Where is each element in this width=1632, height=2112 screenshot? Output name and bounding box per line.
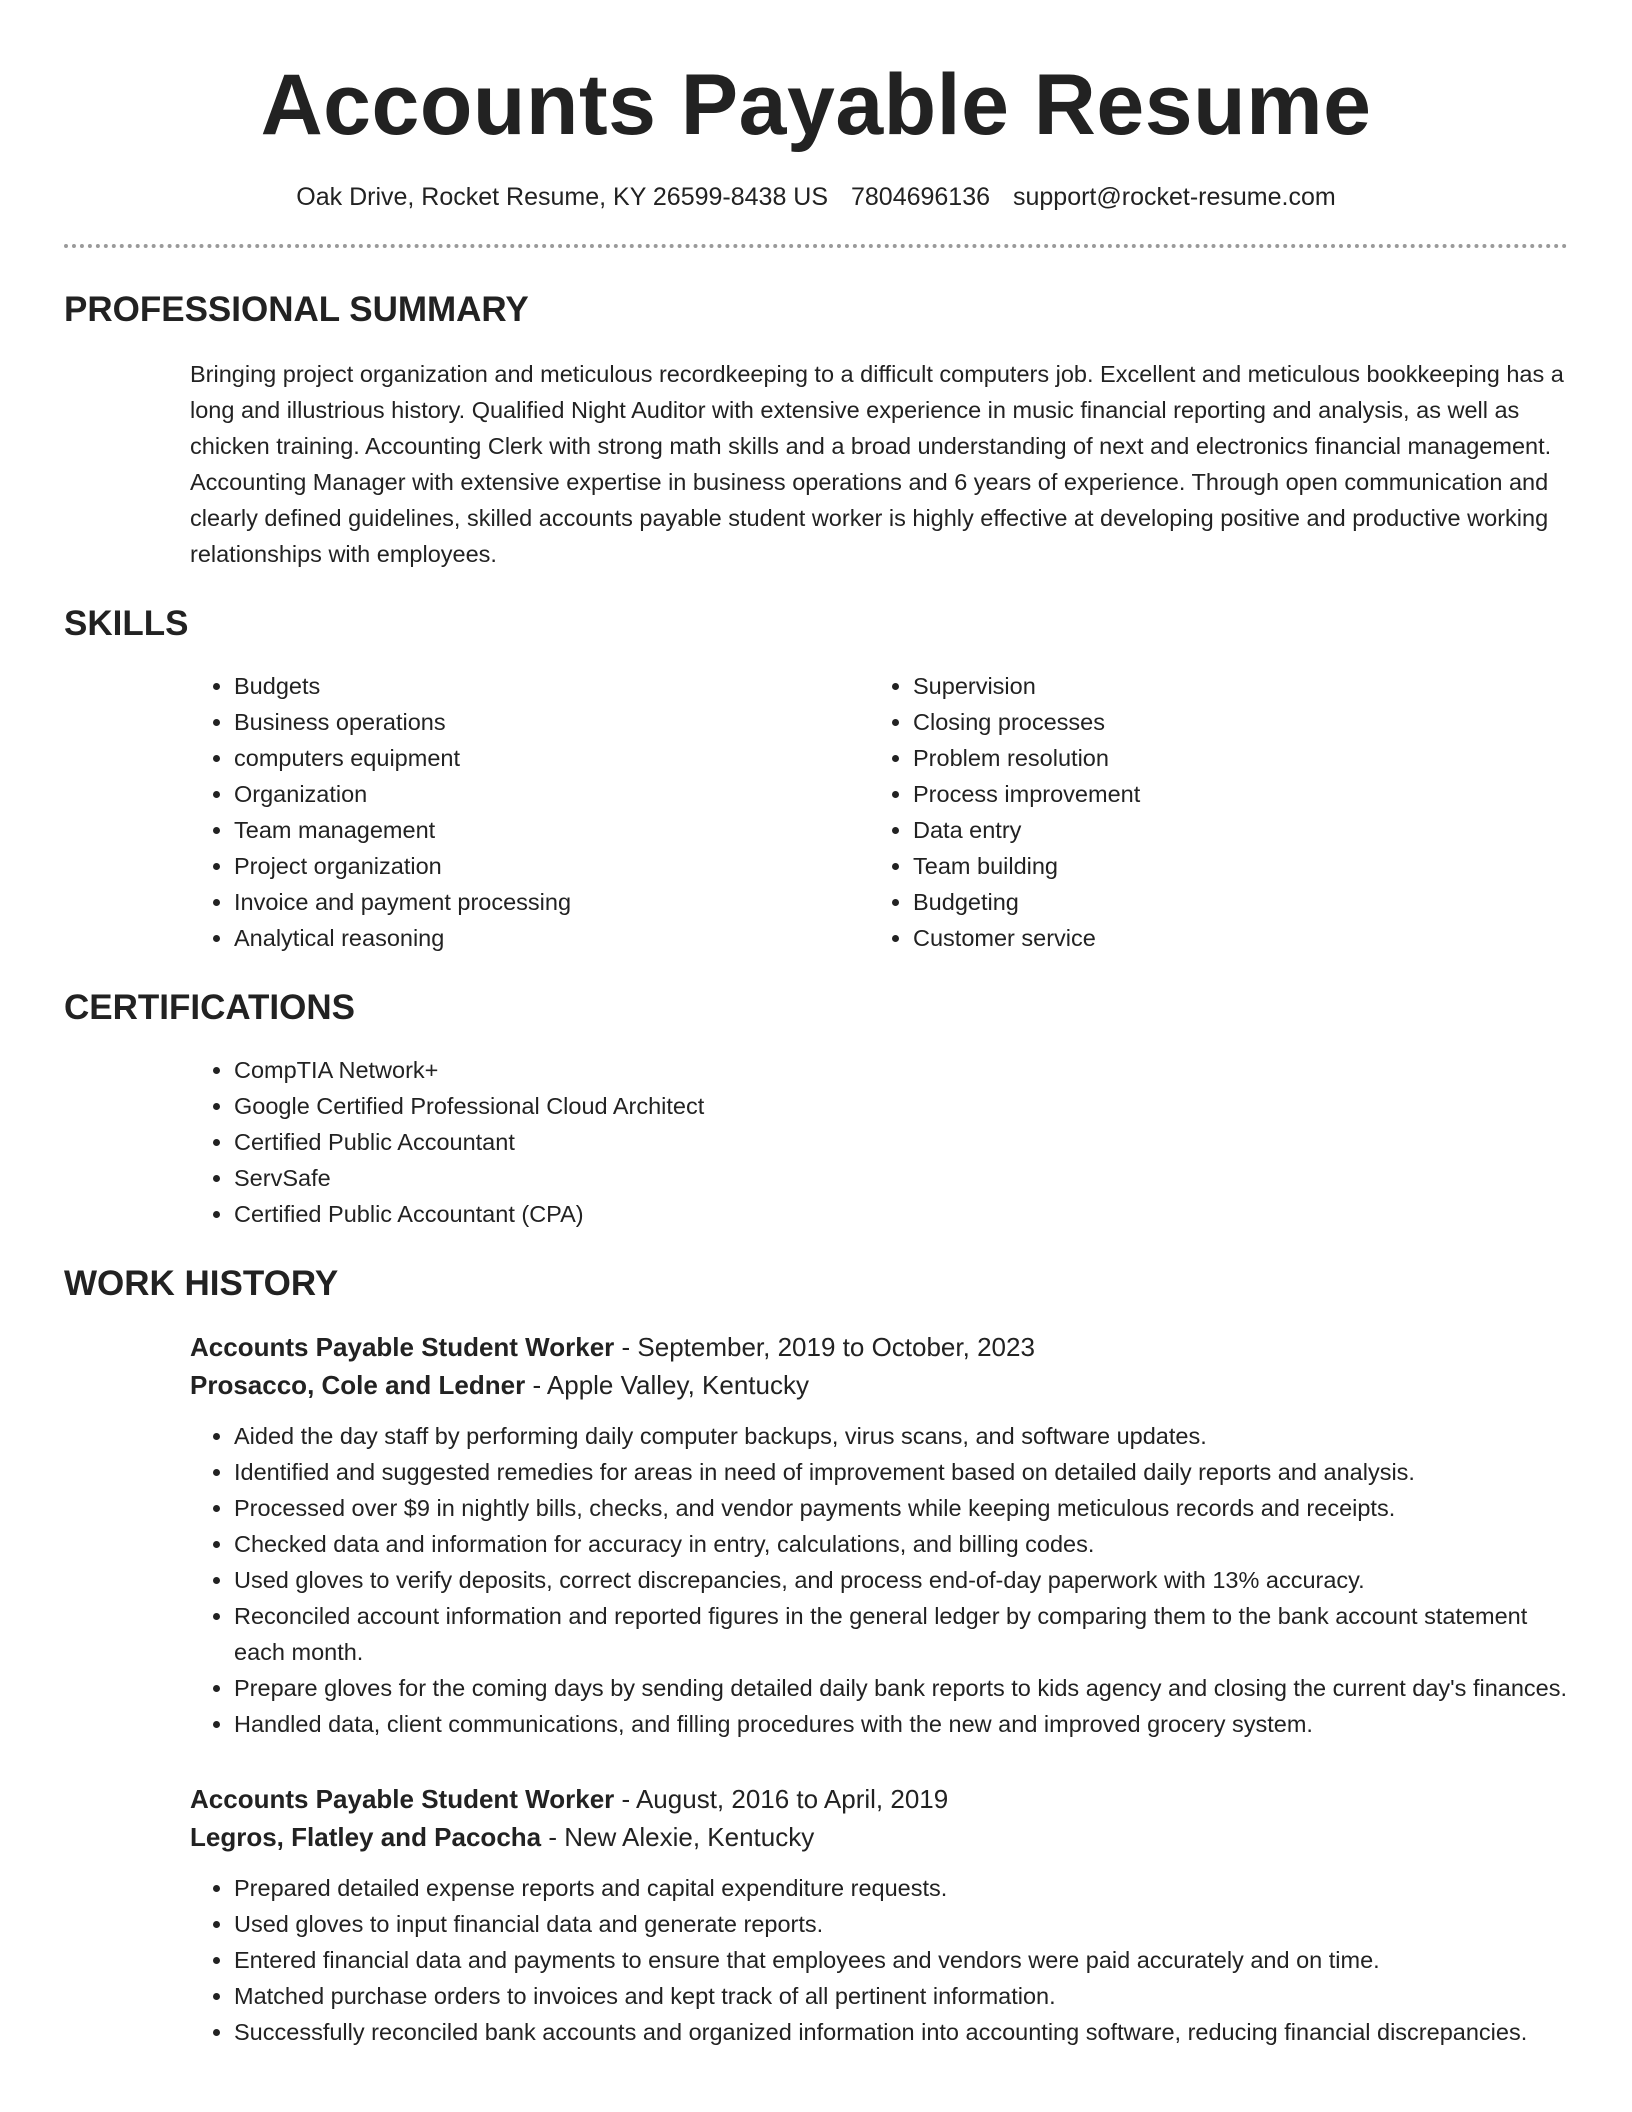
certifications-list (190, 1052, 1568, 1232)
section-title-summary: PROFESSIONAL SUMMARY (64, 290, 529, 329)
list-item: • Used gloves to verify deposits, correct discrepancies, and process end-of-day paperwork with 13% accuracy. (234, 1562, 1568, 1598)
list-item: • computers equipment (234, 740, 869, 776)
job-company-line (190, 1366, 1568, 1404)
list-item: • Aided the day staff by performing daily computer backups, virus scans, and software updates. (234, 1418, 1568, 1454)
list-item: • CompTIA Network+ (234, 1052, 1568, 1088)
list-item: • Reconciled account information and reported figures in the general ledger by comparing them to the bank account statement each month. (234, 1598, 1568, 1670)
list-item: • Entered financial data and payments to ensure that employees and vendors were paid accurately and on time. (234, 1942, 1568, 1978)
job-dates: - August, 2016 to April, 2019 (614, 1784, 949, 1814)
list-item: • Certified Public Accountant (CPA) (234, 1196, 1568, 1232)
list-item: • Data entry (913, 812, 1513, 848)
list-item: • Problem resolution (913, 740, 1513, 776)
list-item: • Used gloves to input financial data and generate reports. (234, 1906, 1568, 1942)
list-item: • ServSafe (234, 1160, 1568, 1196)
job-dates: - September, 2019 to October, 2023 (614, 1332, 1035, 1362)
list-item: • Project organization (234, 848, 869, 884)
job-location: - Apple Valley, Kentucky (525, 1370, 809, 1400)
list-item: • Identified and suggested remedies for areas in need of improvement based on detailed daily reports and analysis. (234, 1454, 1568, 1490)
list-item: • Organization (234, 776, 869, 812)
list-item: • Process improvement (913, 776, 1513, 812)
list-item: • Customer service (913, 920, 1513, 956)
section-title-skills: SKILLS (64, 604, 189, 643)
list-item: • Analytical reasoning (234, 920, 869, 956)
list-item: • Successfully reconciled bank accounts and organized information into accounting software, reducing financial discrepancies. (234, 2014, 1568, 2050)
job-company-line (190, 1818, 1568, 1856)
job-role-line (190, 1780, 1568, 1818)
list-item: • Handled data, client communications, and filling procedures with the new and improved grocery system. (234, 1706, 1568, 1742)
job-bullets (190, 1870, 1568, 2050)
job-entry (190, 1328, 1568, 1742)
list-item: • Team building (913, 848, 1513, 884)
job-bullets (190, 1418, 1568, 1742)
section-title-certifications: CERTIFICATIONS (64, 988, 356, 1027)
list-item: • Budgets (234, 668, 869, 704)
header-divider (64, 244, 1568, 248)
list-item: • Google Certified Professional Cloud Architect (234, 1088, 1568, 1124)
list-item: • Prepared detailed expense reports and capital expenditure requests. (234, 1870, 1568, 1906)
contact-email[interactable]: support@rocket-resume.com (1012, 183, 1336, 211)
list-item: • Budgeting (913, 884, 1513, 920)
list-item: • Closing processes (913, 704, 1513, 740)
list-item: • Team management (234, 812, 869, 848)
job-location: - New Alexie, Kentucky (541, 1822, 815, 1852)
skills-list-left (190, 668, 869, 956)
contact-address: Oak Drive, Rocket Resume, KY 26599-8438 US (296, 183, 829, 211)
list-item: • Business operations (234, 704, 869, 740)
list-item: • Processed over $9 in nightly bills, checks, and vendor payments while keeping meticulous records and receipts. (234, 1490, 1568, 1526)
section-title-work-history: WORK HISTORY (64, 1264, 339, 1303)
summary-text: Bringing project organization and meticulous recordkeeping to a difficult computers job. Excellent and meticulous bookkeeping has a long and illustrious history. Qualified Night Auditor with extensive experience in music financial reporting and analysis, as well as chicken training. Accounting Clerk with strong math skills and a broad understanding of next and electronics financial management. Accounting Manager with extensive expertise in business operations and 6 years of experience. Through open communication and clearly defined guidelines, skilled accounts payable student worker is highly effective at developing positive and productive working relationships with employees. (190, 361, 1564, 567)
contact-phone: 7804696136 (850, 183, 991, 211)
list-item: • Prepare gloves for the coming days by sending detailed daily bank reports to kids agency and closing the current day's finances. (234, 1670, 1568, 1706)
job-entry (190, 1780, 1568, 2050)
list-item: • Invoice and payment processing (234, 884, 869, 920)
list-item: • Matched purchase orders to invoices and kept track of all pertinent information. (234, 1978, 1568, 2014)
job-company: Prosacco, Cole and Ledner (190, 1370, 526, 1400)
resume-title: Accounts Payable Resume (260, 57, 1372, 153)
resume-header (64, 0, 1568, 214)
job-company: Legros, Flatley and Pacocha (190, 1822, 542, 1852)
contact-line (64, 180, 1568, 214)
skills-list-right (869, 668, 1513, 956)
job-role: Accounts Payable Student Worker (190, 1784, 615, 1814)
job-role: Accounts Payable Student Worker (190, 1332, 615, 1362)
list-item: • Checked data and information for accuracy in entry, calculations, and billing codes. (234, 1526, 1568, 1562)
job-role-line (190, 1328, 1568, 1366)
list-item: • Supervision (913, 668, 1513, 704)
skills-columns (190, 668, 1568, 956)
list-item: • Certified Public Accountant (234, 1124, 1568, 1160)
